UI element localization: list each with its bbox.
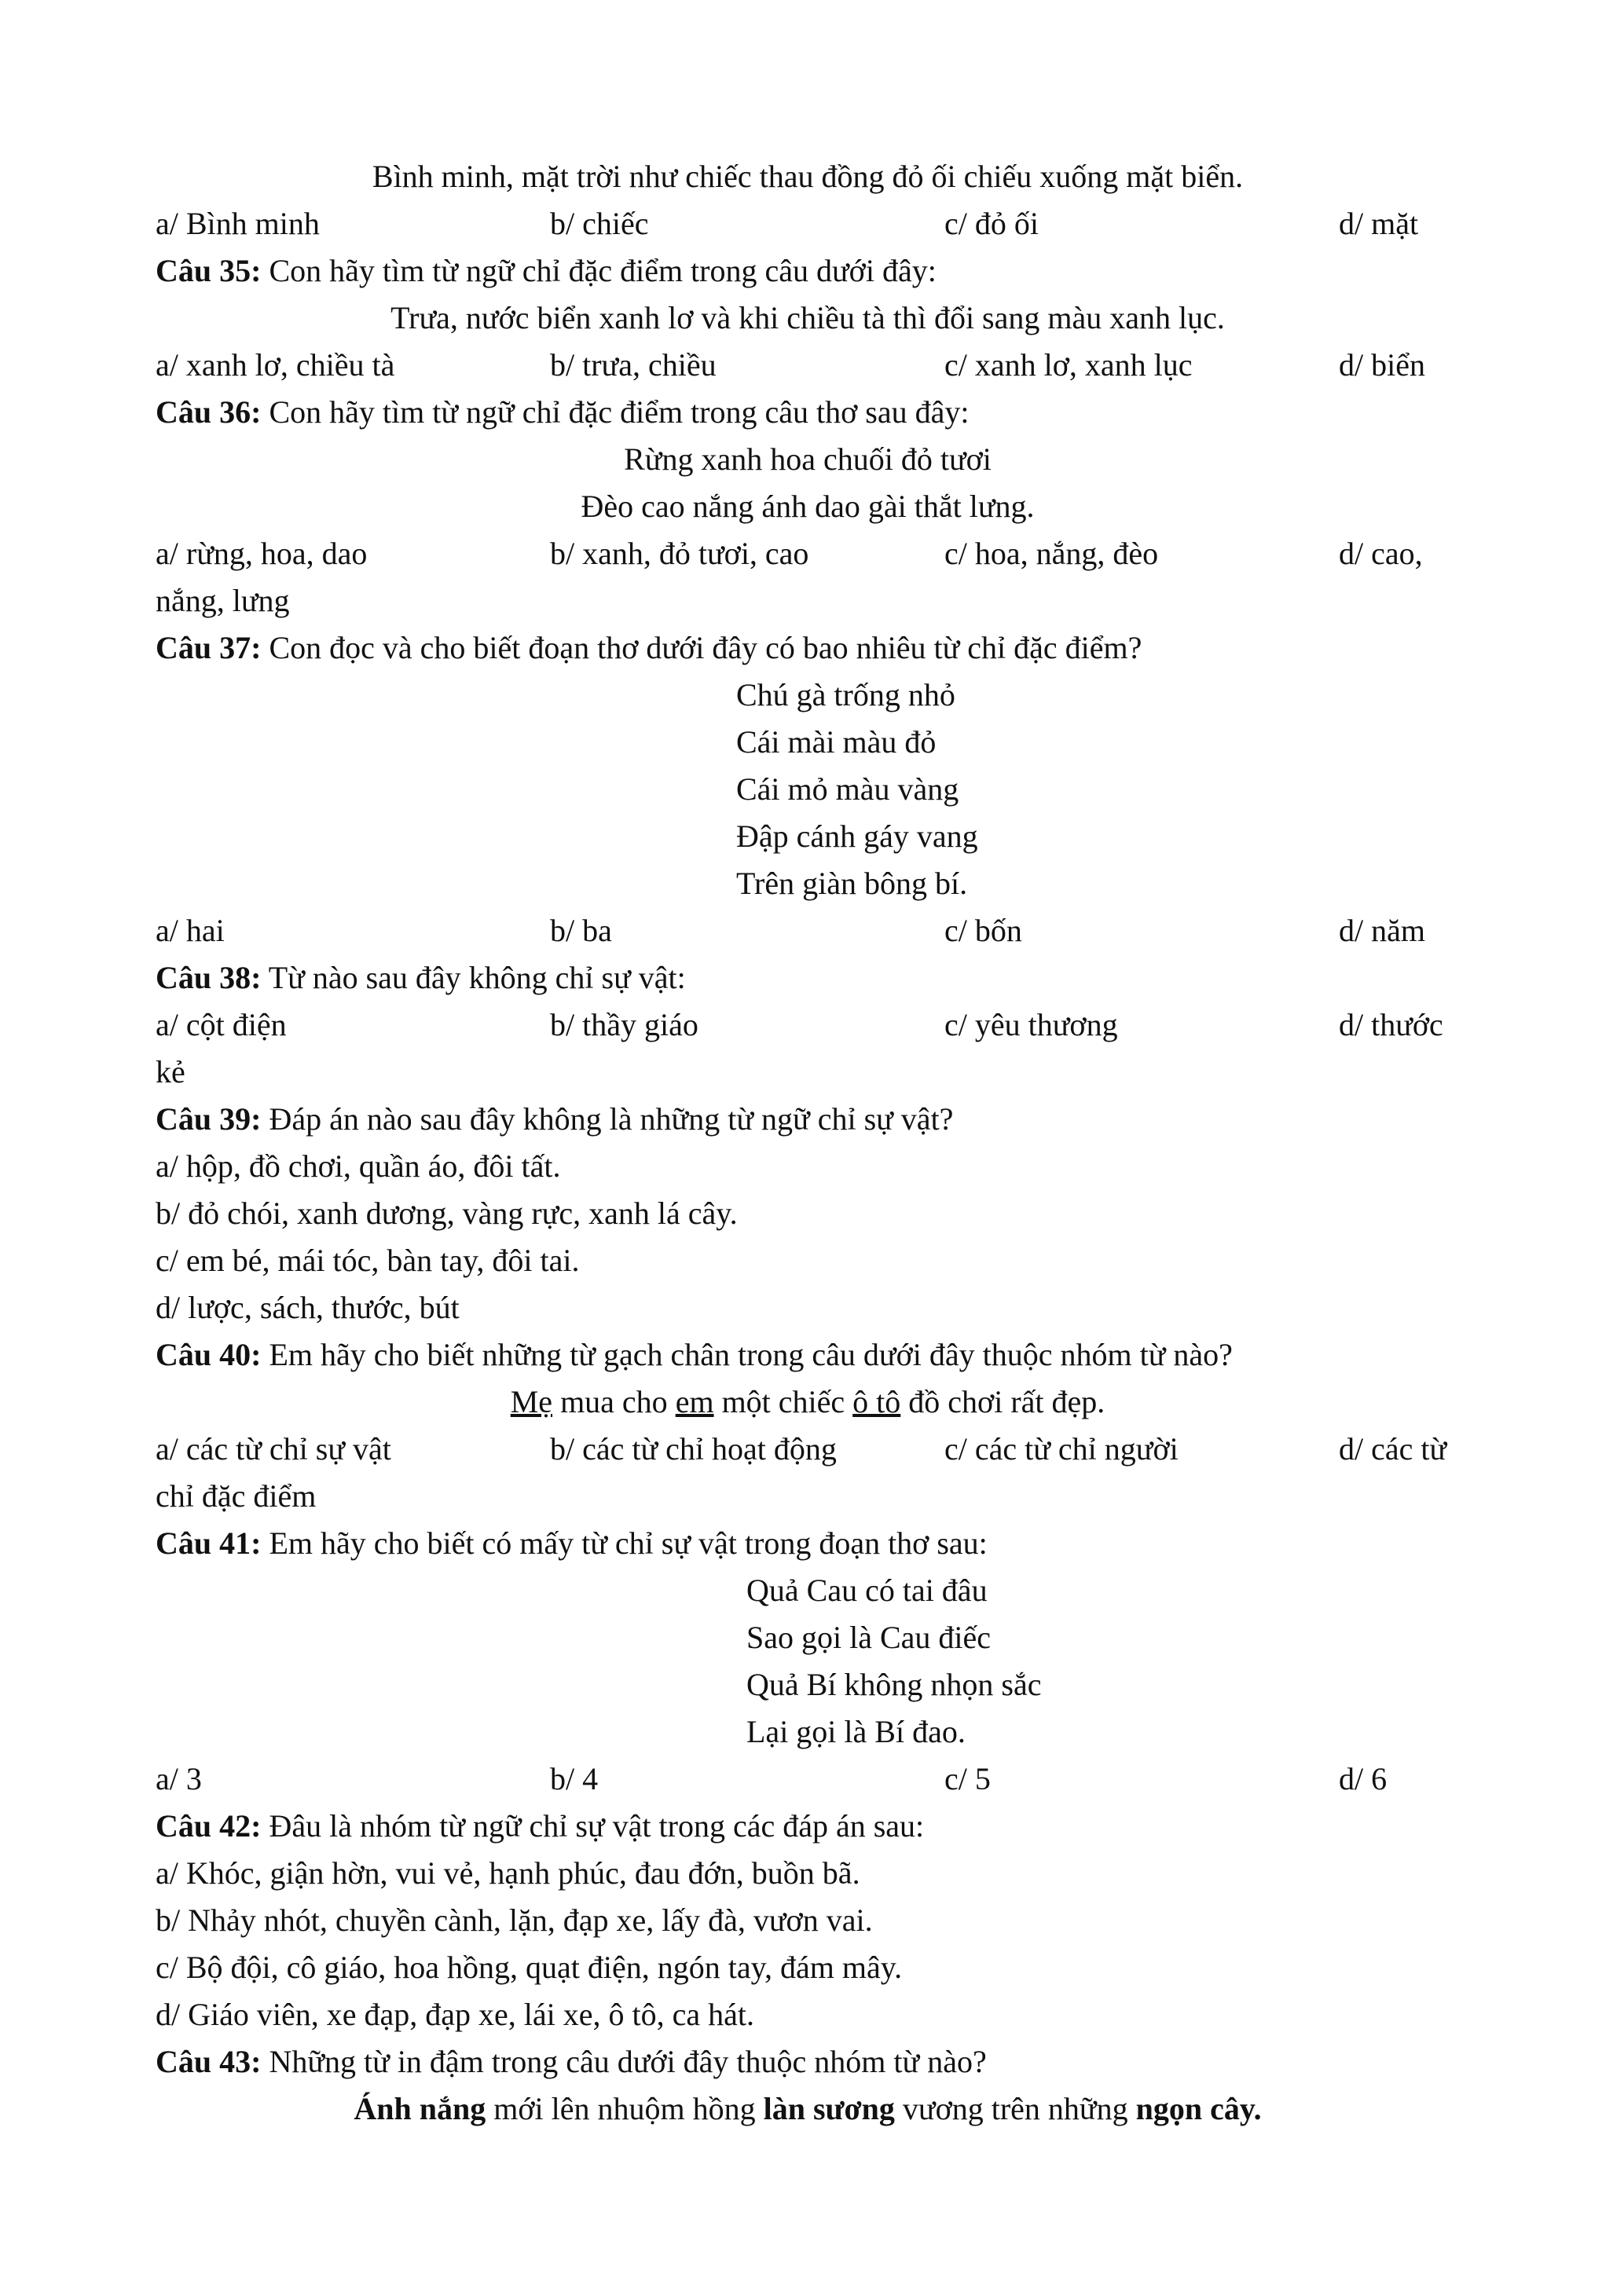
q41-label: Câu 41:: [156, 1525, 262, 1561]
q39-option-c: c/ em bé, mái tóc, bàn tay, đôi tai.: [156, 1243, 580, 1278]
underlined-word: em: [675, 1384, 714, 1419]
bold-word: ngọn cây.: [1135, 2091, 1262, 2126]
underlined-word: Mẹ: [510, 1384, 553, 1419]
q38-question: [156, 954, 1460, 1002]
q40-question: [156, 1331, 1460, 1379]
q37-label: Câu 37:: [156, 630, 262, 665]
q36-options: [156, 530, 1460, 577]
q43-text: Những từ in đậm trong câu dưới đây thuộc nhóm từ nào?: [261, 2044, 987, 2079]
q35-option-a: a/ xanh lơ, chiều tà: [156, 347, 395, 383]
q41-question: [156, 1520, 1460, 1567]
q38-option-b: b/ thầy giáo: [550, 1007, 698, 1042]
q42-option-a: a/ Khóc, giận hờn, vui vẻ, hạnh phúc, đau đớn, buồn bã.: [156, 1855, 860, 1891]
q37-option-d: d/ năm: [1339, 913, 1425, 948]
q37-poem-line: Cái mỏ màu vàng: [736, 771, 959, 807]
q40-option-a: a/ các từ chỉ sự vật: [156, 1431, 391, 1467]
q37-option-a: a/ hai: [156, 913, 225, 948]
q41-options: [156, 1756, 1460, 1803]
q37-options: [156, 907, 1460, 954]
q38-options: [156, 1002, 1460, 1049]
q38-label: Câu 38:: [156, 960, 262, 995]
q41-text: Em hãy cho biết có mấy từ chỉ sự vật trong đoạn thơ sau:: [261, 1525, 988, 1561]
q36-label: Câu 36:: [156, 394, 262, 430]
q41-poem-line: Lại gọi là Bí đao.: [746, 1714, 966, 1749]
q35-label: Câu 35:: [156, 253, 262, 288]
q38-option-d: d/ thước: [1339, 1007, 1443, 1042]
q40-option-b: b/ các từ chỉ hoạt động: [550, 1431, 837, 1467]
q39-option-b: b/ đỏ chói, xanh dương, vàng rực, xanh lá cây.: [156, 1196, 738, 1231]
q40-text: Em hãy cho biết những từ gạch chân trong câu dưới đây thuộc nhóm từ nào?: [261, 1337, 1233, 1372]
q37-poem-line: Cái mài màu đỏ: [736, 724, 937, 760]
q39-option-d: d/ lược, sách, thước, bút: [156, 1290, 460, 1325]
q36-poem-line: Rừng xanh hoa chuối đỏ tươi: [624, 441, 992, 477]
q35-sentence: Trưa, nước biển xanh lơ và khi chiều tà thì đổi sang màu xanh lục.: [390, 300, 1225, 335]
q42-label: Câu 42:: [156, 1808, 262, 1844]
q35-question: [156, 247, 1460, 295]
q41-poem-line: Quả Cau có tai đâu: [746, 1573, 988, 1608]
q42-text: Đâu là nhóm từ ngữ chỉ sự vật trong các đáp án sau:: [261, 1808, 925, 1844]
sentence-text: mua cho: [552, 1384, 676, 1419]
underlined-word: ô tô: [852, 1384, 901, 1419]
q38-option-d-continued: kẻ: [156, 1054, 185, 1089]
q43-question: [156, 2038, 1460, 2085]
q42-option-d: d/ Giáo viên, xe đạp, đạp xe, lái xe, ô tô, ca hát.: [156, 1997, 754, 2032]
q41-poem-line: Quả Bí không nhọn sắc: [746, 1667, 1042, 1702]
q36-option-b: b/ xanh, đỏ tươi, cao: [550, 536, 809, 571]
q36-option-c: c/ hoa, nắng, đèo: [944, 536, 1159, 571]
q35-option-d: d/ biển: [1339, 347, 1425, 383]
q41-option-d: d/ 6: [1339, 1761, 1388, 1796]
q37-text: Con đọc và cho biết đoạn thơ dưới đây có bao nhiêu từ chỉ đặc điểm?: [261, 630, 1142, 665]
q34-option-c: c/ đỏ ối: [944, 206, 1039, 241]
q37-option-c: c/ bốn: [944, 913, 1022, 948]
q43-label: Câu 43:: [156, 2044, 262, 2079]
q42-question: [156, 1803, 1460, 1850]
q36-poem-line: Đèo cao nắng ánh dao gài thắt lưng.: [581, 489, 1035, 524]
q36-option-d-continued: nắng, lưng: [156, 583, 290, 618]
q36-option-d: d/ cao,: [1339, 536, 1423, 571]
q41-option-b: b/ 4: [550, 1761, 599, 1796]
q42-option-b: b/ Nhảy nhót, chuyền cành, lặn, đạp xe, lấy đà, vươn vai.: [156, 1902, 873, 1938]
sentence-text: một chiếc: [713, 1384, 853, 1419]
q38-text: Từ nào sau đây không chỉ sự vật:: [261, 960, 686, 995]
q39-option-a: a/ hộp, đồ chơi, quần áo, đôi tất.: [156, 1148, 561, 1184]
q40-option-d-continued: chỉ đặc điểm: [156, 1478, 317, 1514]
q35-options: [156, 342, 1460, 389]
q35-option-c: c/ xanh lơ, xanh lục: [944, 347, 1193, 383]
q42-option-c: c/ Bộ đội, cô giáo, hoa hồng, quạt điện, ngón tay, đám mây.: [156, 1950, 903, 1985]
q37-question: [156, 624, 1460, 672]
q36-option-a: a/ rừng, hoa, dao: [156, 536, 368, 571]
q38-option-a: a/ cột điện: [156, 1007, 287, 1042]
q34-option-a: a/ Bình minh: [156, 206, 320, 241]
q37-poem-line: Đập cánh gáy vang: [736, 818, 978, 854]
q34-sentence: Bình minh, mặt trời như chiếc thau đồng đỏ ối chiếu xuống mặt biển.: [372, 159, 1244, 194]
sentence-text: vương trên những: [894, 2091, 1136, 2126]
q41-poem-line: Sao gọi là Cau điếc: [746, 1620, 992, 1655]
q34-options: [156, 200, 1460, 247]
bold-word: làn sương: [763, 2091, 895, 2126]
q39-question: [156, 1096, 1460, 1143]
q41-option-a: a/ 3: [156, 1761, 202, 1796]
bold-word: Ánh nắng: [354, 2091, 486, 2126]
q41-option-c: c/ 5: [944, 1761, 991, 1796]
q40-option-d: d/ các từ: [1339, 1431, 1447, 1467]
q40-options: [156, 1426, 1460, 1473]
q37-option-b: b/ ba: [550, 913, 612, 948]
q38-option-c: c/ yêu thương: [944, 1007, 1118, 1042]
q40-sentence: [156, 1379, 1460, 1426]
q37-poem-line: Trên giàn bông bí.: [736, 866, 968, 901]
q40-label: Câu 40:: [156, 1337, 262, 1372]
q36-question: [156, 389, 1460, 436]
q39-label: Câu 39:: [156, 1101, 262, 1137]
sentence-text: đồ chơi rất đẹp.: [900, 1384, 1105, 1419]
sentence-text: mới lên nhuộm hồng: [486, 2091, 764, 2126]
q37-poem-line: Chú gà trống nhỏ: [736, 677, 955, 712]
q34-option-b: b/ chiếc: [550, 206, 649, 241]
q36-text: Con hãy tìm từ ngữ chỉ đặc điểm trong câu thơ sau đây:: [261, 394, 970, 430]
q39-text: Đáp án nào sau đây không là những từ ngữ chỉ sự vật?: [261, 1101, 954, 1137]
q35-text: Con hãy tìm từ ngữ chỉ đặc điểm trong câu dưới đây:: [261, 253, 937, 288]
q43-sentence: [156, 2085, 1460, 2133]
q35-option-b: b/ trưa, chiều: [550, 347, 717, 383]
q34-option-d: d/ mặt: [1339, 206, 1419, 241]
q40-option-c: c/ các từ chỉ người: [944, 1431, 1179, 1467]
